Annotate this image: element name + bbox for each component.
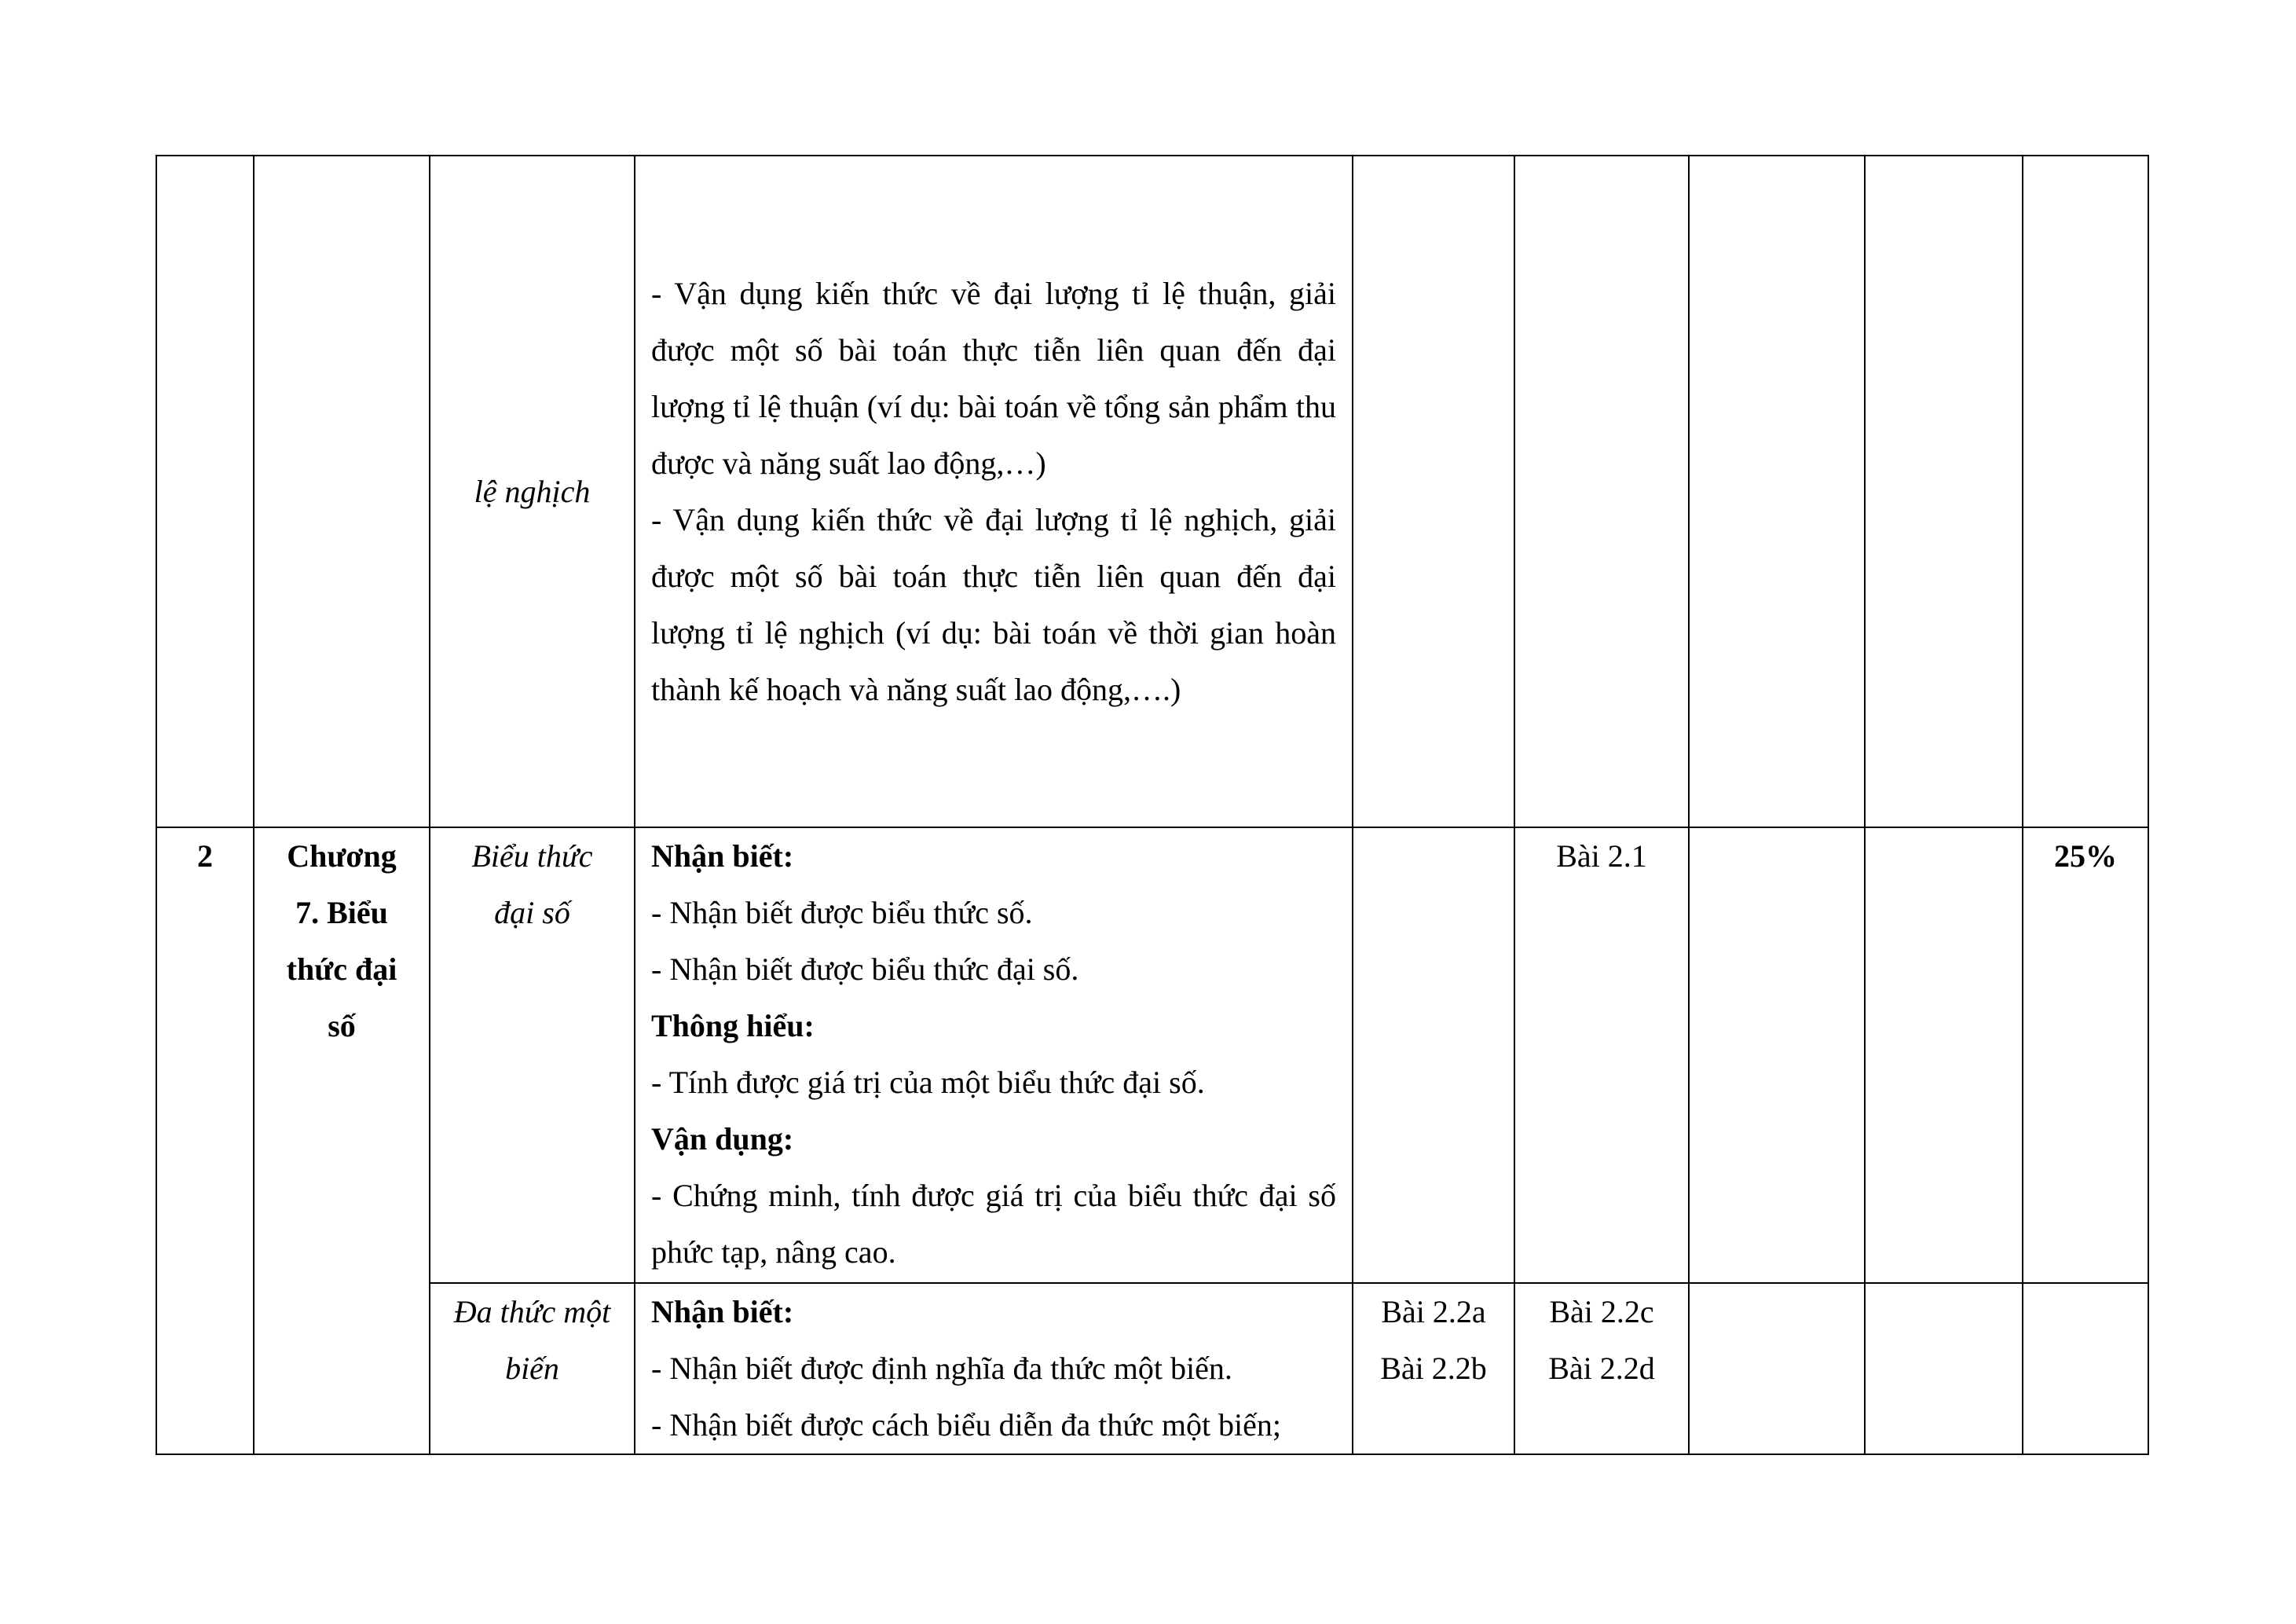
question-ref: Bài 2.2c <box>1549 1294 1654 1329</box>
apply-heading: Vận dụng: <box>651 1121 794 1157</box>
description-cell <box>635 1283 1353 1454</box>
understand-heading: Thông hiểu: <box>651 1008 815 1043</box>
chapter-cell <box>254 827 430 1454</box>
high-apply-count-cell <box>1865 1283 2023 1454</box>
recognize-count-cell <box>1353 1283 1514 1454</box>
percent-value: 25% <box>2054 838 2117 874</box>
topic-cell <box>430 1283 635 1454</box>
understand-item: - Tính được giá trị của một biểu thức đại số. <box>651 1065 1205 1100</box>
understand-count-cell <box>1514 156 1689 827</box>
table-row <box>156 827 2148 1283</box>
question-ref: Bài 2.2a <box>1381 1294 1486 1329</box>
apply-count-cell <box>1689 156 1865 827</box>
percent-cell <box>2023 156 2148 827</box>
understand-count-cell <box>1514 827 1689 1283</box>
topic-cell <box>430 156 635 827</box>
chapter-line: 7. Biểu <box>295 895 388 930</box>
high-apply-count-cell <box>1865 156 2023 827</box>
recognize-item: - Nhận biết được định nghĩa đa thức một biến. <box>651 1351 1232 1386</box>
understand-count-cell <box>1514 1283 1689 1454</box>
row-number-cell <box>156 827 254 1454</box>
assessment-matrix-table <box>156 155 2149 1455</box>
topic-line: đại số <box>494 895 570 930</box>
percent-cell <box>2023 827 2148 1283</box>
recognize-count-cell <box>1353 156 1514 827</box>
chapter-cell <box>254 156 430 827</box>
percent-cell <box>2023 1283 2148 1454</box>
apply-count-cell <box>1689 827 1865 1283</box>
question-ref: Bài 2.2d <box>1548 1351 1655 1386</box>
topic-line: Biểu thức <box>471 838 593 874</box>
apply-inverse-proportional-text: - Vận dụng kiến thức về đại lượng tỉ lệ nghịch, giải được một số bài toán thực tiễn liên quan đến đại lượng tỉ lệ nghịch (ví dụ: bài toán về thời gian hoàn thành kế hoạch và năng suất lao động,….) <box>651 501 1336 707</box>
apply-proportional-text: - Vận dụng kiến thức về đại lượng tỉ lệ thuận, giải được một số bài toán thực tiễn liên quan đến đại lượng tỉ lệ thuận (ví dụ: bài toán về tổng sản phẩm thu được và năng suất lao động,…) <box>651 275 1336 481</box>
recognize-heading: Nhận biết: <box>651 838 794 874</box>
question-ref: Bài 2.2b <box>1380 1351 1487 1386</box>
recognize-heading: Nhận biết: <box>651 1294 794 1329</box>
topic-cell <box>430 827 635 1283</box>
description-cell <box>635 156 1353 827</box>
high-apply-count-cell <box>1865 827 2023 1283</box>
question-ref: Bài 2.1 <box>1556 838 1647 874</box>
chapter-line: số <box>328 1008 356 1043</box>
chapter-line: Chương <box>287 838 397 874</box>
chapter-line: thức đại <box>286 951 397 987</box>
recognize-count-cell <box>1353 827 1514 1283</box>
row-number-cell <box>156 156 254 827</box>
apply-item: - Chứng minh, tính được giá trị của biểu thức đại số phức tạp, nâng cao. <box>651 1178 1336 1270</box>
topic-line: biến <box>505 1351 559 1386</box>
recognize-item: - Nhận biết được biểu thức số. <box>651 895 1033 930</box>
row-number: 2 <box>197 838 213 874</box>
apply-count-cell <box>1689 1283 1865 1454</box>
topic-text: lệ nghịch <box>474 473 591 509</box>
table-row <box>156 156 2148 827</box>
recognize-item: - Nhận biết được biểu thức đại số. <box>651 951 1079 987</box>
topic-line: Đa thức một <box>453 1294 611 1329</box>
recognize-item: - Nhận biết được cách biểu diễn đa thức một biến; <box>651 1407 1282 1443</box>
description-cell <box>635 827 1353 1283</box>
table-row <box>156 1283 2148 1454</box>
